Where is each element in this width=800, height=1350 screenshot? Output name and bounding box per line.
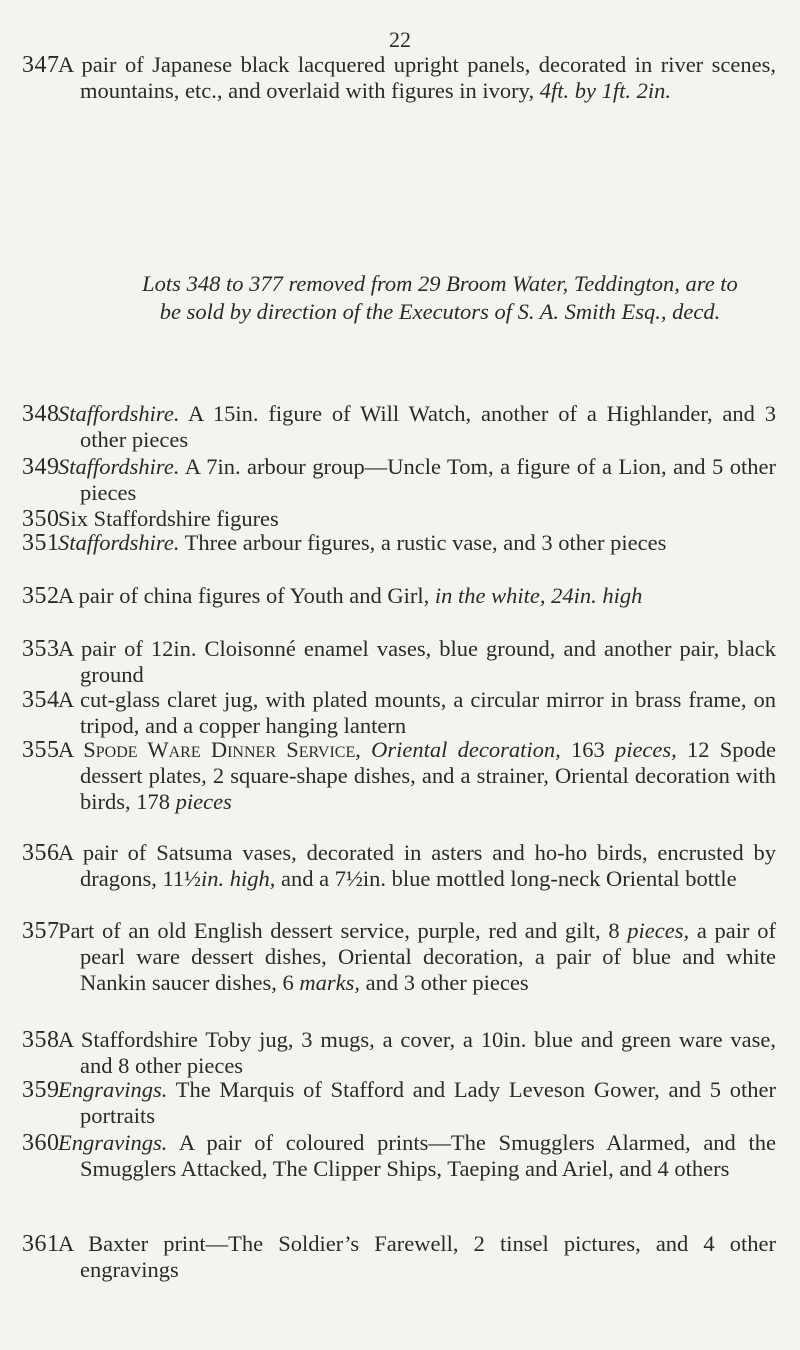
lot-number: 351 <box>22 530 60 556</box>
lot-description <box>58 454 776 506</box>
lot-number: 361 <box>22 1231 60 1257</box>
lot-description-part: 163 <box>560 737 615 762</box>
lot-description <box>58 530 776 556</box>
lot-description-part: in. high, <box>201 866 276 891</box>
lot-description-part: Staffordshire. <box>58 454 180 479</box>
lot-number: 347 <box>22 52 60 78</box>
lot-description-part: A pair of china figures of Youth and Girl, <box>58 583 435 608</box>
lot-description-part: Staffordshire. <box>58 401 180 426</box>
lot-description-part: The Marquis of Stafford and Lady Leveson Gower, and 5 other portraits <box>80 1077 776 1128</box>
lot-description <box>58 583 776 609</box>
lot-number: 353 <box>22 636 60 662</box>
lot-description-part: and 3 other pieces <box>359 970 529 995</box>
lot-description-part: and a 7½in. blue mottled long-neck Oriental bottle <box>275 866 737 891</box>
lot-description-part: Oriental decoration, <box>371 737 561 762</box>
lot-number: 358 <box>22 1027 60 1053</box>
lot-description-part: pieces <box>175 789 232 814</box>
lot-description <box>58 737 776 815</box>
lot-number: 355 <box>22 737 60 763</box>
lot-description-part: A cut-glass claret jug, with plated mounts, a circular mirror in brass frame, on tripod, and a copper hanging lantern <box>58 687 776 738</box>
lot-description-part: A <box>58 737 84 762</box>
lot-description-part: 4ft. by 1ft. 2in. <box>539 78 671 103</box>
lot-number: 354 <box>22 687 60 713</box>
lot-description-part: A 7in. arbour group—Uncle Tom, a figure of a Lion, and 5 other pieces <box>80 454 776 505</box>
lot-description <box>58 506 776 532</box>
lot-number: 349 <box>22 454 60 480</box>
lot-description <box>58 1231 776 1283</box>
lot-description-part: A Staffordshire Toby jug, 3 mugs, a cover, a 10in. blue and green ware vase, and 8 other pieces <box>58 1027 776 1078</box>
page-number: 22 <box>389 27 411 52</box>
lot-description-part: 12 Spode dessert plates, 2 square-shape dishes, and a strainer, Oriental decoration with birds, 178 <box>80 737 777 814</box>
lot-description-part: A 15in. figure of Will Watch, another of a Highlander, and 3 other pieces <box>80 401 776 452</box>
lot-description-part: a pair of pearl ware dessert dishes, Oriental decoration, a pair of blue and white Nankin saucer dishes, 6 <box>80 918 776 995</box>
lot-number: 357 <box>22 918 60 944</box>
lot-description <box>58 401 776 453</box>
lot-number: 350 <box>22 506 60 532</box>
lot-description <box>58 918 776 996</box>
lot-description-part: A pair of coloured prints—The Smugglers Alarmed, and the Smugglers Attacked, The Clipper Ships, Taeping and Ariel, and 4 others <box>80 1130 776 1181</box>
lot-description-part: A Baxter print—The Soldier’s Farewell, 2 tinsel pictures, and 4 other engravings <box>58 1231 776 1282</box>
lot-number: 352 <box>22 583 60 609</box>
lot-description-part: Six Staffordshire figures <box>58 506 279 531</box>
lot-description <box>58 1027 776 1079</box>
lot-description-part <box>361 737 371 762</box>
lot-description-part: Engravings. <box>58 1130 168 1155</box>
lot-description-part: Staffordshire. <box>58 530 180 555</box>
lot-description-part: Engravings. <box>58 1077 168 1102</box>
lot-description-part: A pair of 12in. Cloisonné enamel vases, blue ground, and another pair, black ground <box>58 636 776 687</box>
lot-description-part: marks, <box>299 970 360 995</box>
lot-description-part: Three arbour figures, a rustic vase, and 3 other pieces <box>179 530 667 555</box>
lot-description-part: pieces, <box>627 918 690 943</box>
sale-notice: Lots 348 to 377 removed from 29 Broom Water, Teddington, are to be sold by direction of the Executors of S. A. Smith Esq., decd. <box>142 271 738 324</box>
lot-description <box>58 840 776 892</box>
lot-number: 360 <box>22 1130 60 1156</box>
lot-description-part: Part of an old English dessert service, purple, red and gilt, 8 <box>58 918 628 943</box>
lot-description-part: Spode Ware Dinner Service, <box>83 737 361 762</box>
lot-number: 348 <box>22 401 60 427</box>
lot-description-part: in the white, 24in. high <box>434 583 643 608</box>
lot-number: 356 <box>22 840 60 866</box>
lot-description-part: pieces, <box>614 737 677 762</box>
lot-description <box>58 52 776 104</box>
lot-description <box>58 1130 776 1182</box>
lot-description <box>58 636 776 688</box>
lot-description-part: A pair of Japanese black lacquered upright panels, decorated in river scenes, mountains, etc., and overlaid with figures in ivory, <box>58 52 776 103</box>
lot-number: 359 <box>22 1077 60 1103</box>
lot-description <box>58 687 776 739</box>
lot-description <box>58 1077 776 1129</box>
lot-description-part: A pair of Satsuma vases, decorated in asters and ho-ho birds, encrusted by dragons, 11½ <box>58 840 776 891</box>
